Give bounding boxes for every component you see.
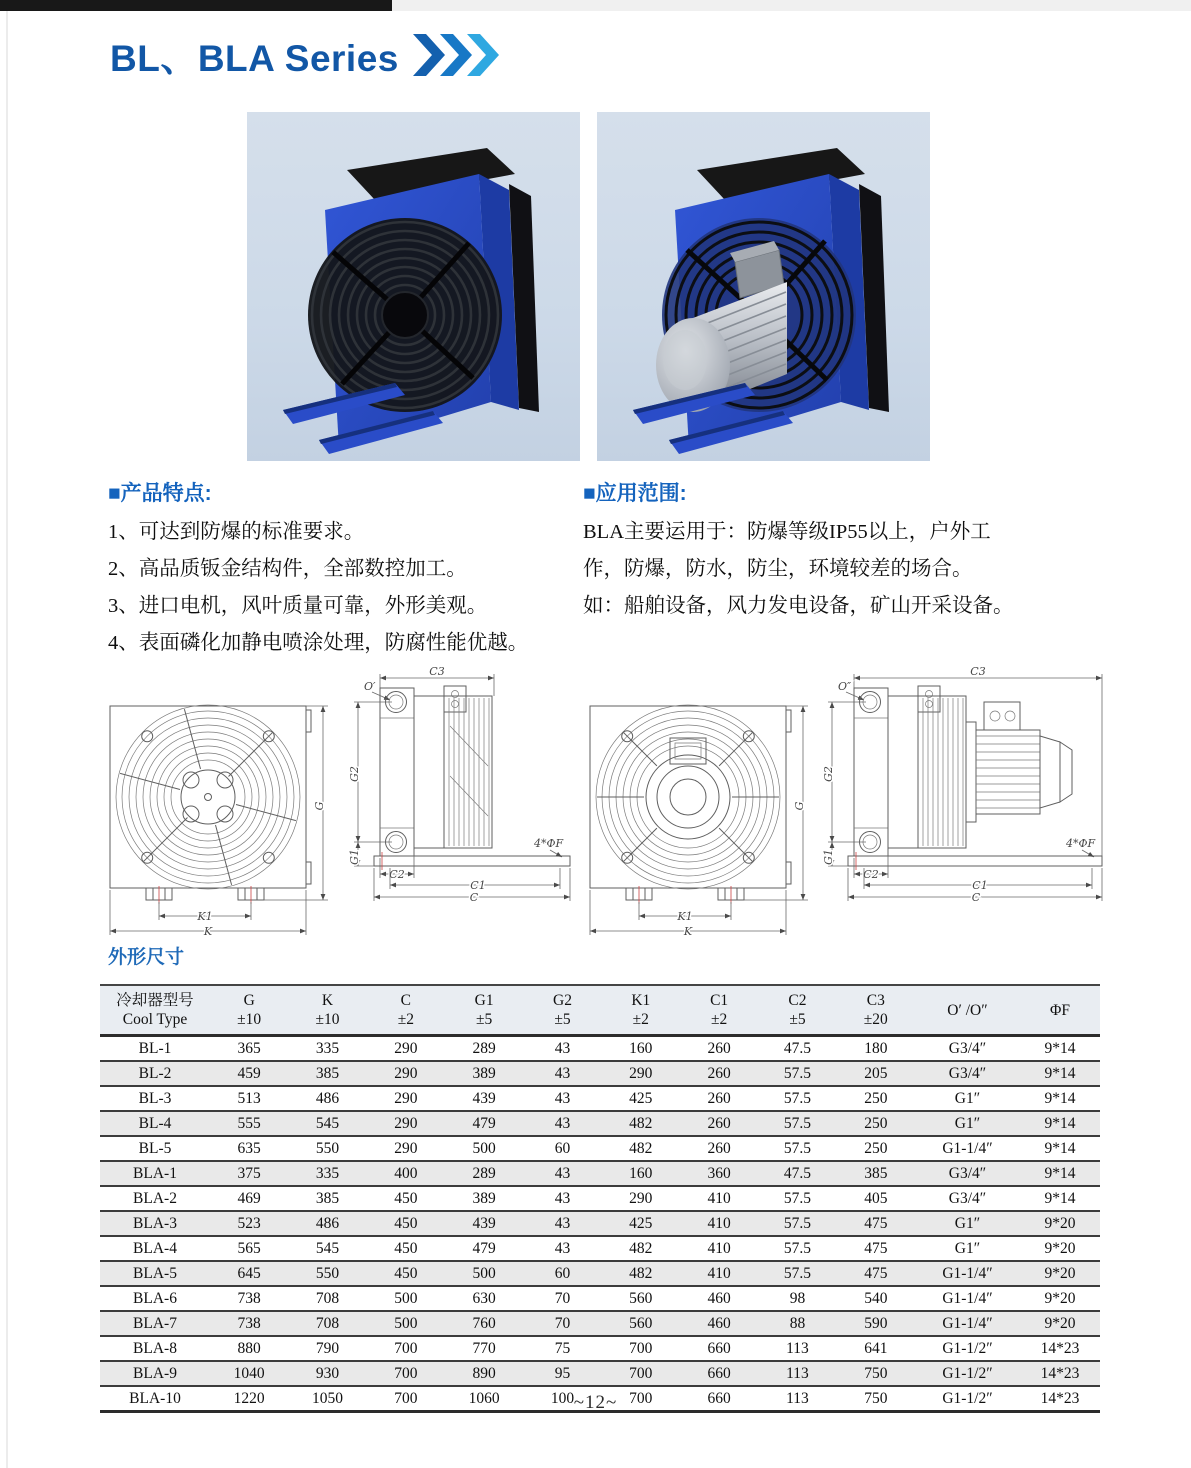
features-section [108,480,578,662]
model-cell: BLA-9 [133,1364,177,1382]
applications-text [583,514,1088,625]
value-cell: 9*20 [1044,1264,1076,1282]
table-row [100,1311,1100,1336]
value-cell: 635 [237,1139,261,1157]
drawing-bl-side [338,666,578,931]
value-cell: 360 [707,1164,731,1182]
value-cell: 450 [394,1214,418,1232]
value-cell: 700 [629,1389,653,1407]
dim-label-k: K [203,925,213,938]
value-cell: 513 [237,1089,261,1107]
value-cell: 47.5 [783,1164,812,1182]
value-cell: G1-1/4″ [942,1264,993,1282]
value-cell: 750 [864,1389,888,1407]
triple-chevron-icon [413,34,509,76]
value-cell: 790 [315,1339,340,1357]
value-cell: 645 [237,1264,261,1282]
value-cell: 500 [472,1264,496,1282]
drawing-bl-front [102,694,367,939]
value-cell: 43 [554,1089,571,1107]
value-cell: 290 [394,1089,418,1107]
value-cell: 160 [629,1164,653,1182]
dim-label-c3: C3 [429,666,445,678]
model-cell: BL-2 [138,1064,172,1082]
table-row [100,1061,1100,1086]
model-cell: BLA-8 [133,1339,177,1357]
value-cell: 890 [472,1364,496,1382]
value-cell: 565 [237,1239,261,1257]
value-cell: G3/4″ [948,1064,987,1082]
value-cell: G1″ [954,1114,981,1132]
value-cell: 750 [864,1364,888,1382]
column-header: C ±2 [397,992,414,1028]
model-cell: BLA-4 [133,1239,177,1257]
value-cell: 57.5 [783,1064,812,1082]
value-cell: 439 [472,1089,496,1107]
dim-label-g: G [313,801,326,811]
hole-note: 4*ΦF [1066,837,1096,850]
dim-label-g1: G1 [822,849,835,865]
value-cell: 9*20 [1044,1239,1076,1257]
value-cell: 641 [864,1339,888,1357]
value-cell: G1-1/2″ [942,1364,993,1382]
value-cell: 479 [472,1114,496,1132]
value-cell: 770 [472,1339,496,1357]
value-cell: 482 [629,1114,653,1132]
value-cell: 475 [864,1264,888,1282]
product-photo-bla [597,112,930,461]
model-cell: BL-3 [138,1089,172,1107]
value-cell: 57.5 [783,1214,812,1232]
value-cell: 540 [864,1289,888,1307]
value-cell: 475 [864,1214,888,1232]
model-cell: BLA-10 [129,1389,181,1407]
value-cell: 60 [554,1139,571,1157]
value-cell: 410 [707,1239,731,1257]
value-cell: G1-1/4″ [942,1289,993,1307]
dim-label-k1: K1 [197,910,213,923]
value-cell: 439 [472,1214,496,1232]
value-cell: 880 [237,1339,261,1357]
value-cell: 469 [237,1189,261,1207]
model-cell: BLA-7 [133,1314,177,1332]
table-row [100,1161,1100,1186]
value-cell: 9*14 [1044,1164,1076,1182]
dim-label-c1: C1 [972,879,988,892]
table-row [100,1236,1100,1261]
value-cell: 930 [315,1364,340,1382]
value-cell: 486 [315,1214,340,1232]
value-cell: 405 [864,1189,888,1207]
product-photo-bl [247,112,580,461]
value-cell: 479 [472,1239,496,1257]
value-cell: 700 [394,1389,418,1407]
model-cell: BL-5 [138,1139,172,1157]
dim-label-c2: C2 [389,868,405,881]
table-row [100,1086,1100,1111]
dim-label-g2: G2 [822,766,835,782]
value-cell: 14*23 [1040,1339,1080,1357]
value-cell: 700 [394,1364,418,1382]
dim-label-g: G [793,801,806,811]
value-cell: 57.5 [783,1114,812,1132]
value-cell: 290 [629,1064,653,1082]
table-row [100,1136,1100,1161]
application-line: BLA主要运用于：防爆等级IP55以上，户外工 [583,521,991,543]
dim-label-c: C [469,891,479,904]
value-cell: 660 [707,1339,731,1357]
dim-label-c: C [971,891,981,904]
value-cell: G3/4″ [948,1164,987,1182]
column-header: K1 ±2 [631,992,651,1028]
value-cell: 630 [472,1289,496,1307]
column-header: G1 ±5 [474,992,494,1028]
port-label: O′ [364,680,376,693]
features-heading: ■产品特点: [108,482,212,505]
value-cell: 43 [554,1039,571,1057]
value-cell: 450 [394,1264,418,1282]
value-cell: 260 [707,1114,731,1132]
table-row [100,1261,1100,1286]
value-cell: 260 [707,1089,731,1107]
value-cell: 486 [315,1089,340,1107]
value-cell: 523 [237,1214,261,1232]
value-cell: 482 [629,1239,653,1257]
column-header: G ±10 [237,992,262,1028]
value-cell: 560 [629,1289,653,1307]
applications-section [583,480,1088,625]
table-row [100,1286,1100,1311]
value-cell: 410 [707,1214,731,1232]
value-cell: 482 [629,1264,653,1282]
value-cell: 260 [707,1064,731,1082]
value-cell: 205 [864,1064,888,1082]
value-cell: 555 [237,1114,261,1132]
value-cell: 113 [786,1339,809,1357]
value-cell: 708 [315,1314,340,1332]
value-cell: 43 [554,1189,571,1207]
value-cell: 75 [554,1339,571,1357]
value-cell: 365 [237,1039,261,1057]
table-row [100,1336,1100,1361]
value-cell: 500 [394,1314,418,1332]
table-row [100,1036,1100,1062]
value-cell: 500 [472,1139,496,1157]
value-cell: 450 [394,1189,418,1207]
value-cell: 708 [315,1289,340,1307]
value-cell: 385 [864,1164,888,1182]
value-cell: 550 [315,1139,340,1157]
value-cell: 70 [554,1314,571,1332]
value-cell: 335 [315,1039,340,1057]
table-row [100,1111,1100,1136]
dimensions-heading: 外形尺寸 [108,947,185,968]
value-cell: 100 [550,1389,575,1407]
bl-cooler-render [247,112,580,461]
value-cell: G1-1/2″ [942,1389,993,1407]
value-cell: 14*23 [1040,1364,1080,1382]
value-cell: 14*23 [1040,1389,1080,1407]
page-title: BL、BLA Series [110,38,399,79]
value-cell: 9*14 [1044,1039,1076,1057]
value-cell: 43 [554,1164,571,1182]
value-cell: 290 [394,1114,418,1132]
value-cell: G1″ [954,1214,981,1232]
model-cell: BLA-5 [133,1264,177,1282]
dimensions-table [100,984,1100,1413]
hole-note: 4*ΦF [534,837,564,850]
value-cell: 43 [554,1064,571,1082]
value-cell: G1″ [954,1089,981,1107]
value-cell: 389 [472,1064,496,1082]
value-cell: 425 [629,1089,653,1107]
model-cell: BLA-3 [133,1214,177,1232]
value-cell: 475 [864,1239,888,1257]
value-cell: 590 [864,1314,888,1332]
column-header: G2 ±5 [553,992,572,1028]
dim-label-g2: G2 [348,766,361,782]
value-cell: 70 [554,1289,571,1307]
value-cell: 113 [786,1389,809,1407]
value-cell: 410 [707,1189,731,1207]
column-header: O′ /O″ [947,1001,988,1019]
value-cell: G1″ [954,1239,981,1257]
model-cell: BLA-1 [133,1164,177,1182]
value-cell: 460 [707,1289,731,1307]
dim-label-c1: C1 [470,879,486,892]
page-number: ~12~ [573,1392,618,1413]
value-cell: 57.5 [783,1139,812,1157]
value-cell: 57.5 [783,1189,812,1207]
feature-item: 3、进口电机，风叶质量可靠，外形美观。 [108,595,488,617]
column-header: K ±10 [315,992,340,1028]
value-cell: 98 [789,1289,806,1307]
value-cell: G1-1/4″ [942,1139,993,1157]
dim-label-c3: C3 [970,666,986,678]
value-cell: 47.5 [783,1039,812,1057]
value-cell: 289 [472,1164,496,1182]
value-cell: 113 [786,1364,809,1382]
value-cell: 9*14 [1044,1189,1076,1207]
value-cell: G3/4″ [948,1189,987,1207]
dim-label-g1: G1 [348,849,361,865]
value-cell: 180 [864,1039,888,1057]
value-cell: 57.5 [783,1239,812,1257]
value-cell: 289 [472,1039,496,1057]
value-cell: 700 [629,1339,653,1357]
port-label: O″ [838,680,852,693]
value-cell: 290 [394,1139,418,1157]
value-cell: 400 [394,1164,418,1182]
dim-label-c2: C2 [863,868,879,881]
drawing-bla-side [812,666,1112,931]
value-cell: 1060 [468,1389,500,1407]
value-cell: G1-1/4″ [942,1314,993,1332]
value-cell: 660 [707,1389,731,1407]
feature-item: 4、表面磷化加静电喷涂处理，防腐性能优越。 [108,632,529,654]
value-cell: 389 [472,1189,496,1207]
application-line: 如：船舶设备，风力发电设备，矿山开采设备。 [583,595,1014,617]
value-cell: 290 [394,1039,418,1057]
feature-item: 2、高品质钣金结构件，全部数控加工。 [108,558,467,580]
value-cell: 1220 [233,1389,265,1407]
table-row [100,1211,1100,1236]
value-cell: 9*20 [1044,1314,1076,1332]
title-row [110,28,509,82]
model-cell: BL-1 [138,1039,172,1057]
value-cell: 1050 [311,1389,343,1407]
value-cell: 250 [864,1089,888,1107]
value-cell: 450 [394,1239,418,1257]
value-cell: 738 [237,1314,261,1332]
value-cell: 700 [394,1339,418,1357]
value-cell: 160 [629,1039,653,1057]
value-cell: 57.5 [783,1089,812,1107]
value-cell: 9*14 [1044,1114,1076,1132]
value-cell: 425 [629,1214,653,1232]
value-cell: 385 [315,1189,340,1207]
value-cell: 500 [394,1289,418,1307]
technical-drawings [100,666,1105,942]
model-cell: BLA-6 [133,1289,177,1307]
value-cell: 410 [707,1264,731,1282]
applications-heading: ■应用范围: [583,482,687,505]
column-header: C1 ±2 [710,992,729,1028]
features-list [108,514,578,662]
value-cell: 260 [707,1139,731,1157]
value-cell: 660 [707,1364,731,1382]
value-cell: 459 [237,1064,261,1082]
value-cell: 738 [237,1289,261,1307]
drawing-bla-front [582,694,847,939]
value-cell: 88 [789,1314,806,1332]
column-header: C3 ±20 [863,992,888,1028]
value-cell: 560 [629,1314,653,1332]
value-cell: G1-1/2″ [942,1339,993,1357]
value-cell: 43 [554,1239,571,1257]
value-cell: 250 [864,1114,888,1132]
value-cell: 290 [629,1189,653,1207]
header-row [100,985,1100,1036]
value-cell: 260 [707,1039,731,1057]
bla-cooler-render [597,112,930,461]
model-cell: BLA-2 [133,1189,177,1207]
value-cell: 95 [554,1364,571,1382]
value-cell: 375 [237,1164,261,1182]
column-header: ΦF [1050,1001,1070,1019]
value-cell: 9*14 [1044,1064,1076,1082]
value-cell: 760 [472,1314,496,1332]
value-cell: 57.5 [783,1264,812,1282]
value-cell: 550 [315,1264,340,1282]
feature-item: 1、可达到防爆的标准要求。 [108,521,365,543]
value-cell: 250 [864,1139,888,1157]
dim-label-k1: K1 [677,910,693,923]
value-cell: 43 [554,1114,571,1132]
scan-edge-top [0,0,1191,11]
value-cell: 545 [315,1239,340,1257]
value-cell: 545 [315,1114,340,1132]
value-cell: 335 [315,1164,340,1182]
value-cell: 9*14 [1044,1139,1076,1157]
value-cell: 9*20 [1044,1289,1076,1307]
value-cell: 60 [554,1264,571,1282]
value-cell: 290 [394,1064,418,1082]
value-cell: 9*20 [1044,1214,1076,1232]
dim-label-k: K [683,925,693,938]
table-row [100,1361,1100,1386]
value-cell: 700 [629,1364,653,1382]
value-cell: 385 [315,1064,340,1082]
application-line: 作，防爆，防水，防尘，环境较差的场合。 [583,558,973,580]
value-cell: 482 [629,1139,653,1157]
value-cell: 460 [707,1314,731,1332]
column-header: C2 ±5 [788,992,807,1028]
scan-edge-left [6,11,8,1468]
model-cell: BL-4 [138,1114,172,1132]
value-cell: G3/4″ [948,1039,987,1057]
column-header: 冷却器型号 Cool Type [116,992,194,1028]
value-cell: 1040 [233,1364,265,1382]
value-cell: 43 [554,1214,571,1232]
value-cell: 9*14 [1044,1089,1076,1107]
table-row [100,1186,1100,1211]
